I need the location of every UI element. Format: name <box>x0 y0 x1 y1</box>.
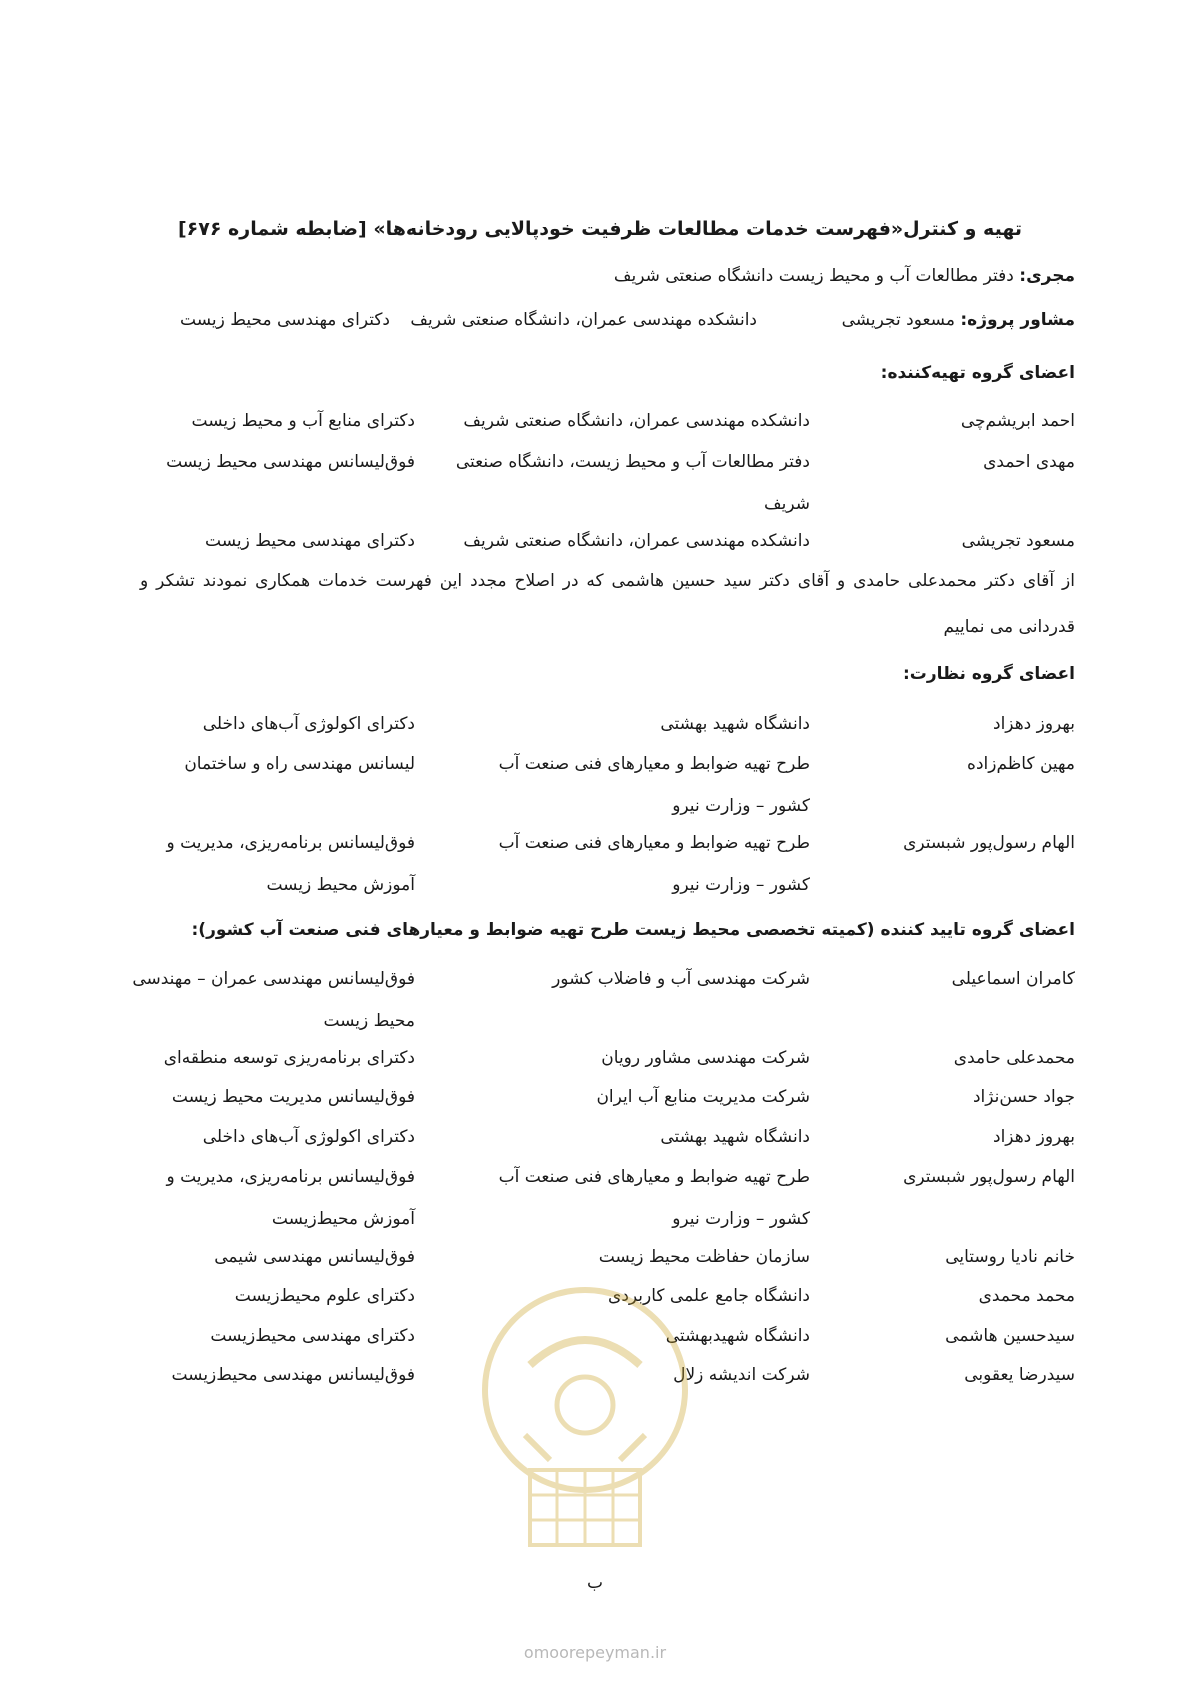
member-org: شرکت مهندسی آب و فاضلاب کشور <box>552 969 810 989</box>
member-org: شرکت مدیریت منابع آب ایران <box>596 1087 810 1107</box>
member-name: بهروز دهزاد <box>993 1127 1075 1147</box>
watermark-logo <box>470 1285 700 1585</box>
member-name: احمد ابریشم‌چی <box>960 411 1075 431</box>
member-degree: دکترای مهندسی محیط‌زیست <box>210 1326 415 1346</box>
member-degree: فوق‌لیسانس مهندسی عمران – مهندسی محیط زیست <box>132 969 415 1031</box>
member-org: دانشگاه شهید بهشتی <box>660 1127 810 1147</box>
member-org: دانشگاه شهیدبهشتی <box>665 1326 810 1346</box>
member-degree: دکترای منابع آب و محیط زیست <box>191 411 415 431</box>
consultant-degree: دکترای مهندسی محیط زیست <box>180 310 390 330</box>
member-name: جواد حسن‌نژاد <box>972 1087 1075 1107</box>
executor-value: دفتر مطالعات آب و محیط زیست دانشگاه صنعتی شریف <box>613 266 1014 286</box>
member-name: سیدرضا یعقوبی <box>964 1365 1075 1385</box>
member-org: دانشگاه شهید بهشتی <box>660 714 810 734</box>
member-degree: دکترای علوم محیط‌زیست <box>234 1286 415 1306</box>
supervisors-heading: اعضای گروه نظارت: <box>902 664 1075 684</box>
member-org: طرح تهیه ضوابط و معیارهای فنی صنعت آب کشور – وزارت نیرو <box>498 1167 810 1229</box>
consultant-name: مسعود تجریشی <box>841 310 955 330</box>
member-degree: لیسانس مهندسی راه و ساختمان <box>184 754 415 774</box>
member-degree: فوق‌لیسانس برنامه‌ریزی، مدیریت و آموزش محیط زیست <box>166 833 415 895</box>
member-degree: فوق‌لیسانس مهندسی محیط‌زیست <box>171 1365 415 1385</box>
member-name: محمد محمدی <box>978 1286 1075 1306</box>
member-org: شرکت اندیشه زلال <box>673 1365 810 1385</box>
member-name: مهین کاظم‌زاده <box>967 754 1075 774</box>
member-name: خانم نادیا روستایی <box>945 1247 1075 1267</box>
member-degree: دکترای مهندسی محیط زیست <box>205 531 415 551</box>
member-name: کامران اسماعیلی <box>951 969 1075 989</box>
member-org: طرح تهیه ضوابط و معیارهای فنی صنعت آب کشور – وزارت نیرو <box>498 833 810 895</box>
member-degree: دکترای اکولوژی آب‌های داخلی <box>202 714 415 734</box>
watermark-site-text: omoorepeyman.ir <box>523 1643 667 1662</box>
member-degree: فوق‌لیسانس برنامه‌ریزی، مدیریت و آموزش محیط‌زیست <box>166 1167 415 1229</box>
page-number: ب <box>586 1573 603 1593</box>
preparers-heading: اعضای گروه تهیه‌کننده: <box>880 363 1075 383</box>
member-degree: دکترای برنامه‌ریزی توسعه منطقه‌ای <box>163 1048 415 1068</box>
consultant-org: دانشکده مهندسی عمران، دانشگاه صنعتی شریف <box>410 310 757 330</box>
member-name: محمدعلی حامدی <box>953 1048 1075 1068</box>
member-org: شرکت مهندسی مشاور رویان <box>601 1048 810 1068</box>
member-org: دانشگاه جامع علمی کاربردی <box>608 1286 810 1306</box>
member-name: سیدحسین هاشمی <box>945 1326 1075 1346</box>
document-title: تهیه و کنترل«فهرست خدمات مطالعات ظرفیت خودپالایی رودخانه‌ها» [ضابطه شماره ۶۷۶] <box>177 218 1023 240</box>
executor-label: مجری: <box>1019 266 1075 286</box>
member-degree: فوق‌لیسانس مهندسی شیمی <box>214 1247 415 1267</box>
consultant-label: مشاور پروژه: <box>960 310 1075 330</box>
member-degree: فوق‌لیسانس مهندسی محیط زیست <box>166 452 415 472</box>
member-org: دفتر مطالعات آب و محیط زیست، دانشگاه صنعتی شریف <box>455 452 810 514</box>
member-org: دانشکده مهندسی عمران، دانشگاه صنعتی شریف <box>463 411 810 431</box>
executor-line <box>140 266 1075 286</box>
member-name: الهام رسول‌پور شبستری <box>903 833 1075 853</box>
member-org: دانشکده مهندسی عمران، دانشگاه صنعتی شریف <box>463 531 810 551</box>
member-name: بهروز دهزاد <box>993 714 1075 734</box>
member-org: طرح تهیه ضوابط و معیارهای فنی صنعت آب کشور – وزارت نیرو <box>498 754 810 816</box>
member-name: مهدی احمدی <box>983 452 1075 472</box>
member-degree: فوق‌لیسانس مدیریت محیط زیست <box>171 1087 415 1107</box>
member-name: الهام رسول‌پور شبستری <box>903 1167 1075 1187</box>
member-org: سازمان حفاظت محیط زیست <box>598 1247 810 1267</box>
acknowledgement-paragraph: از آقای دکتر محمدعلی حامدی و آقای دکتر سید حسین هاشمی که در اصلاح مجدد این فهرست خدمات همکاری نمودند تشکر و قدردانی می نماییم <box>140 571 1075 637</box>
approvers-heading: اعضای گروه تایید کننده (کمیته تخصصی محیط زیست طرح تهیه ضوابط و معیارهای فنی صنعت آب کشور): <box>191 920 1075 940</box>
member-name: مسعود تجریشی <box>961 531 1075 551</box>
member-degree: دکترای اکولوژی آب‌های داخلی <box>202 1127 415 1147</box>
